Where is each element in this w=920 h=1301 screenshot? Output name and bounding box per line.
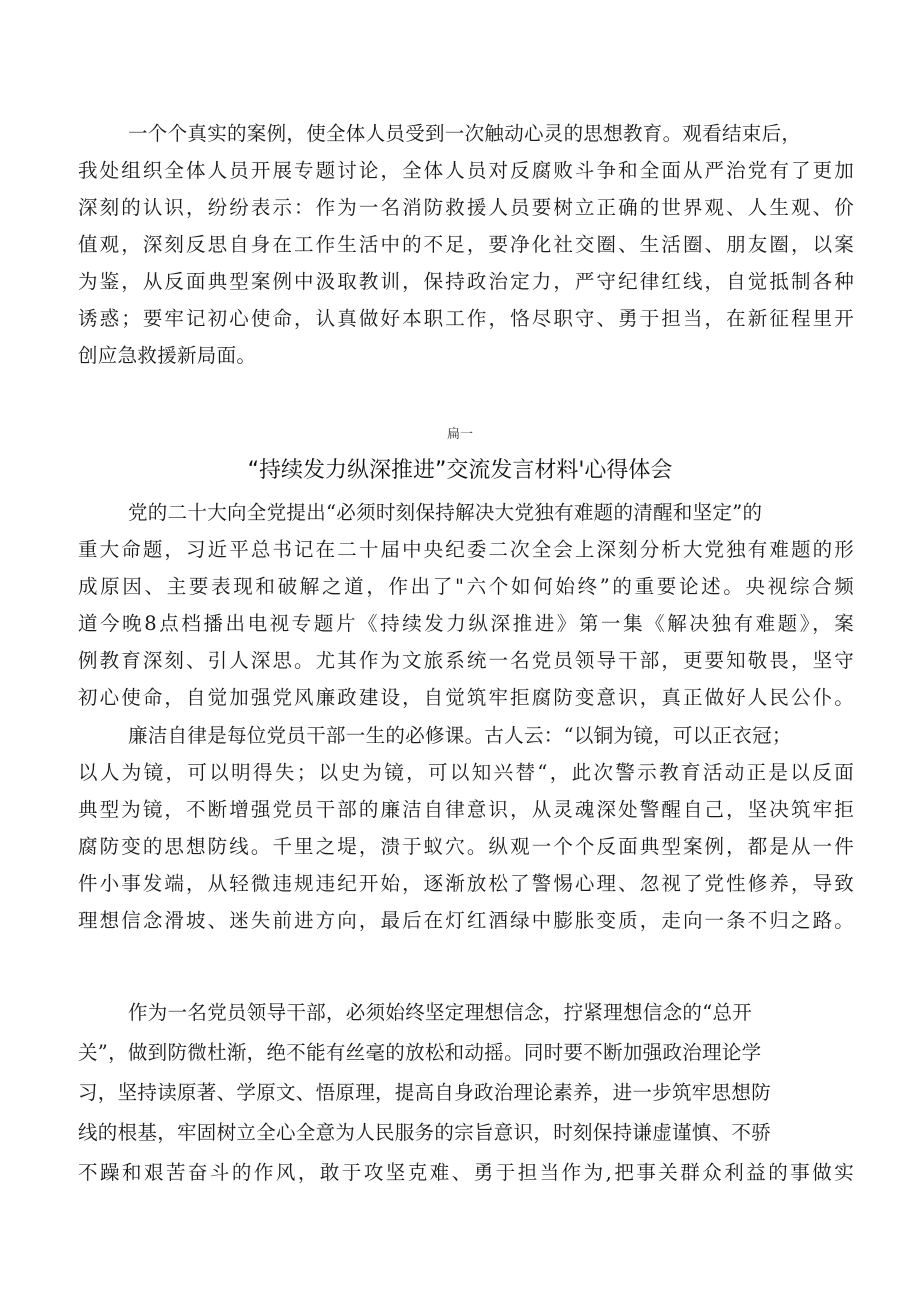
paragraph-line: 初心使命，自觉加强党风廉政建设，自觉筑牢拒腐防变意识，真正做好人民公仆。 [78,686,854,709]
paragraph-line: 党的二十大向全党提出“必须时刻保持解决大党独有难题的清醒和坚定”的 [128,501,763,524]
paragraph-line: 不躁和艰苦奋斗的作风，敢于攻坚克难、勇于担当作为,把事关群众利益的事做实 [78,1161,854,1184]
paragraph-line: 腐防变的思想防线。千里之堤，溃于蚁穴。纵观一个个反面典型案例，都是从一件 [78,835,854,858]
paragraph-line: 我处组织全体人员开展专题讨论，全体人员对反腐败斗争和全面从严治党有了更加 [78,159,854,182]
paragraph-line: 为鉴，从反面典型案例中汲取教训，保持政治定力，严守纪律红线，自觉抵制各种 [78,270,854,293]
paragraph-line: 作为一名党员领导干部，必须始终坚定理想信念，拧紧理想信念的“总开 [128,1001,753,1024]
paragraph-line: 典型为镜，不断增强党员干部的廉洁自律意识，从灵魂深处警醒自己，坚决筑牢拒 [78,798,854,821]
section-marker: 扁一 [446,427,473,442]
paragraph-line: 深刻的认识，纷纷表示：作为一名消防救援人员要树立正确的世界观、人生观、价 [78,196,854,219]
paragraph-line: 件小事发端，从轻微违规违纪开始，逐渐放松了警惕心理、忽视了党性修养，导致 [78,872,854,895]
paragraph-line: 值观，深刻反思自身在工作生活中的不足，要净化社交圈、生活圈、朋友圈，以案 [78,233,854,256]
paragraph-line: 例教育深刻、引人深思。尤其作为文旅系统一名党员领导干部，更要知敬畏，坚守 [78,649,854,672]
paragraph-line: 成原因、主要表现和破解之道，作出了"六个如何始终”的重要论述。央视综合频 [78,575,854,598]
paragraph-line: 习，坚持读原著、学原文、悟原理，提高自身政治理论素养，进一步筑牢思想防 [78,1081,772,1104]
paragraph-line: 理想信念滑坡、迷失前进方向，最后在灯红酒绿中膨胀变质，走向一条不归之路。 [78,909,854,932]
article-heading: “持续发力纵深推进”交流发言材料'心得体会 [247,458,673,483]
paragraph-line: 道今晚8点档播出电视专题片《持续发力纵深推进》第一集《解决独有难题》，案 [78,612,854,635]
paragraph-line: 诱惑；要牢记初心使命，认真做好本职工作，恪尽职守、勇于担当，在新征程里开 [78,307,854,330]
paragraph-line: 一个个真实的案例，使全体人员受到一次触动心灵的思想教育。观看结束后， [128,122,802,145]
paragraph-line: 创应急救援新局面。 [78,344,257,367]
paragraph-line: 以人为镜，可以明得失；以史为镜，可以知兴替“，此次警示教育活动正是以反面 [78,761,854,784]
paragraph-line: 关”，做到防微杜渐，绝不能有丝毫的放松和动摇。同时要不断加强政治理论学 [78,1041,762,1064]
paragraph-line: 廉洁自律是每位党员干部一生的必修课。古人云：“以铜为镜，可以正衣冠； [128,724,792,747]
paragraph-line: 线的根基，牢固树立全心全意为人民服务的宗旨意识，时刻保持谦虚谨慎、不骄 [78,1121,772,1144]
paragraph-line: 重大命题，习近平总书记在二十届中央纪委二次全会上深刻分析大党独有难题的形 [78,538,854,561]
